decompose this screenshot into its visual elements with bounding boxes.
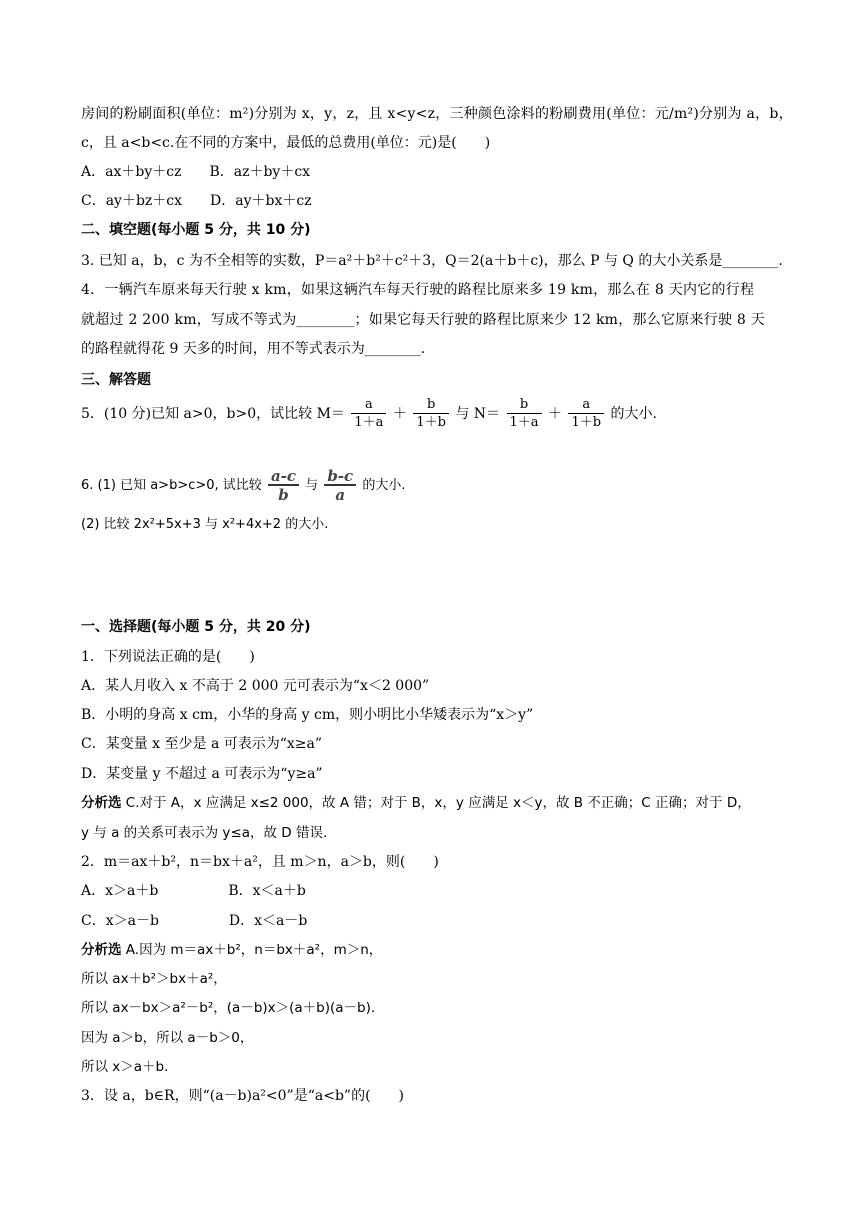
q6-text: 6. (1) 已知 a>b>c>0, 试比较: [81, 478, 262, 493]
analysis-text: A.因为 m＝ax＋b²，n＝bx＋a²，m＞n，: [121, 942, 383, 958]
fraction: [507, 397, 542, 432]
analysis-label: 分析选: [81, 795, 122, 811]
fraction-numerator: a: [582, 396, 591, 412]
fraction: [568, 397, 604, 432]
q6-text: 的大小.: [362, 478, 406, 493]
fraction-denominator: 1＋a: [354, 414, 384, 430]
analysis-1-cont: y 与 a 的关系可表示为 y≤a，故 D 错误.: [81, 825, 328, 841]
option-line: C．x＞a－b D．x＜a－b: [81, 913, 308, 929]
option-line: A．x＞a＋b B．x＜a＋b: [81, 883, 306, 899]
fraction: [413, 397, 449, 432]
fraction-denominator: 1＋b: [571, 414, 602, 430]
analysis-2-cont: 因为 a＞b，所以 a－b＞0，: [81, 1030, 254, 1046]
q5-text: ＋: [392, 406, 407, 422]
q5-text: 与 N＝: [455, 406, 501, 422]
option-line: A．ax＋by＋cz B．az＋by＋cx: [81, 164, 311, 180]
section-heading: 二、填空题(每小题 5 分，共 10 分): [81, 222, 311, 238]
option-line: A．某人月收入 x 不高于 2 000 元可表示为“x＜2 000”: [81, 678, 430, 694]
fraction-denominator: 1＋b: [416, 414, 446, 430]
text-line: 房间的粉刷面积(单位：m²)分别为 x，y，z，且 x<y<z，三种颜色涂料的粉刷费用(单位：元/m²)分别为 a，b，: [81, 106, 793, 122]
fraction-numerator: a: [365, 396, 373, 412]
fraction-denominator: 1＋a: [509, 414, 539, 430]
question-5: [81, 396, 657, 432]
fraction: [268, 468, 299, 504]
option-line: D．某变量 y 不超过 a 可表示为“y≥a”: [81, 766, 323, 782]
analysis-text: C.对于 A，x 应满足 x≤2 000，故 A 错；对于 B，x，y 应满足 x＜y，故 B 不正确；C 正确；对于 D，: [121, 795, 751, 811]
fraction: [351, 397, 386, 432]
fraction-numerator: b-c: [327, 466, 354, 485]
question-6-part1: [81, 464, 405, 508]
text-line: c，且 a<b<c.在不同的方案中，最低的总费用(单位：元)是( ): [81, 135, 491, 151]
q5-text: 5．(10 分)已知 a>0，b>0，试比较 M＝: [81, 406, 345, 422]
question-2: 2．m＝ax＋b²，n＝bx＋a²，且 m＞n，a＞b，则( ): [81, 854, 439, 870]
fraction-numerator: b: [426, 396, 436, 412]
analysis-2-cont: 所以 ax＋b²＞bx＋a²，: [81, 971, 227, 987]
q6-text: 与: [305, 478, 319, 493]
analysis-2: [81, 940, 382, 960]
option-line: C．ay＋bz＋cx D．ay＋bx＋cz: [81, 193, 312, 209]
fraction-denominator: a: [335, 485, 346, 504]
question-4: 4．一辆汽车原来每天行驶 x km，如果这辆汽车每天行驶的路程比原来多 19 km，那么在 8 天内它的行程: [81, 282, 755, 298]
analysis-1: [81, 793, 751, 813]
section-heading: 一、选择题(每小题 5 分，共 20 分): [81, 619, 311, 635]
question-6-part2: (2) 比较 2x²+5x+3 与 x²+4x+2 的大小.: [81, 517, 329, 532]
fraction: [324, 468, 356, 504]
section-heading: 三、解答题: [81, 372, 151, 388]
option-line: B．小明的身高 x cm，小华的身高 y cm，则小明比小华矮表示为“x＞y”: [81, 707, 534, 723]
fraction-denominator: b: [278, 485, 289, 504]
analysis-label: 分析选: [81, 942, 122, 958]
analysis-2-cont: 所以 x＞a＋b.: [81, 1059, 169, 1075]
question-4-cont: 就超过 2 200 km，写成不等式为________；如果它每天行驶的路程比原来少 12 km，那么它原来行驶 8 天: [81, 312, 766, 328]
analysis-2-cont: 所以 ax－bx＞a²－b²，(a－b)x＞(a＋b)(a－b).: [81, 1000, 376, 1016]
option-line: C．某变量 x 至少是 a 可表示为“x≥a”: [81, 736, 323, 752]
q5-text: 的大小.: [610, 406, 657, 422]
question-4-cont: 的路程就得花 9 天多的时间，用不等式表示为________.: [81, 341, 426, 357]
fraction-numerator: b: [519, 396, 529, 412]
question-3: 3. 已知 a，b，c 为不全相等的实数，P＝a²＋b²＋c²＋3，Q＝2(a＋b＋c)，那么 P 与 Q 的大小关系是________.: [81, 253, 783, 269]
q5-text: ＋: [548, 406, 562, 422]
fraction-numerator: a-c: [270, 466, 297, 485]
question-3b: 3．设 a，b∈R，则“(a－b)a²<0”是“a<b”的( ): [81, 1088, 404, 1104]
question-1: 1．下列说法正确的是( ): [81, 649, 255, 665]
